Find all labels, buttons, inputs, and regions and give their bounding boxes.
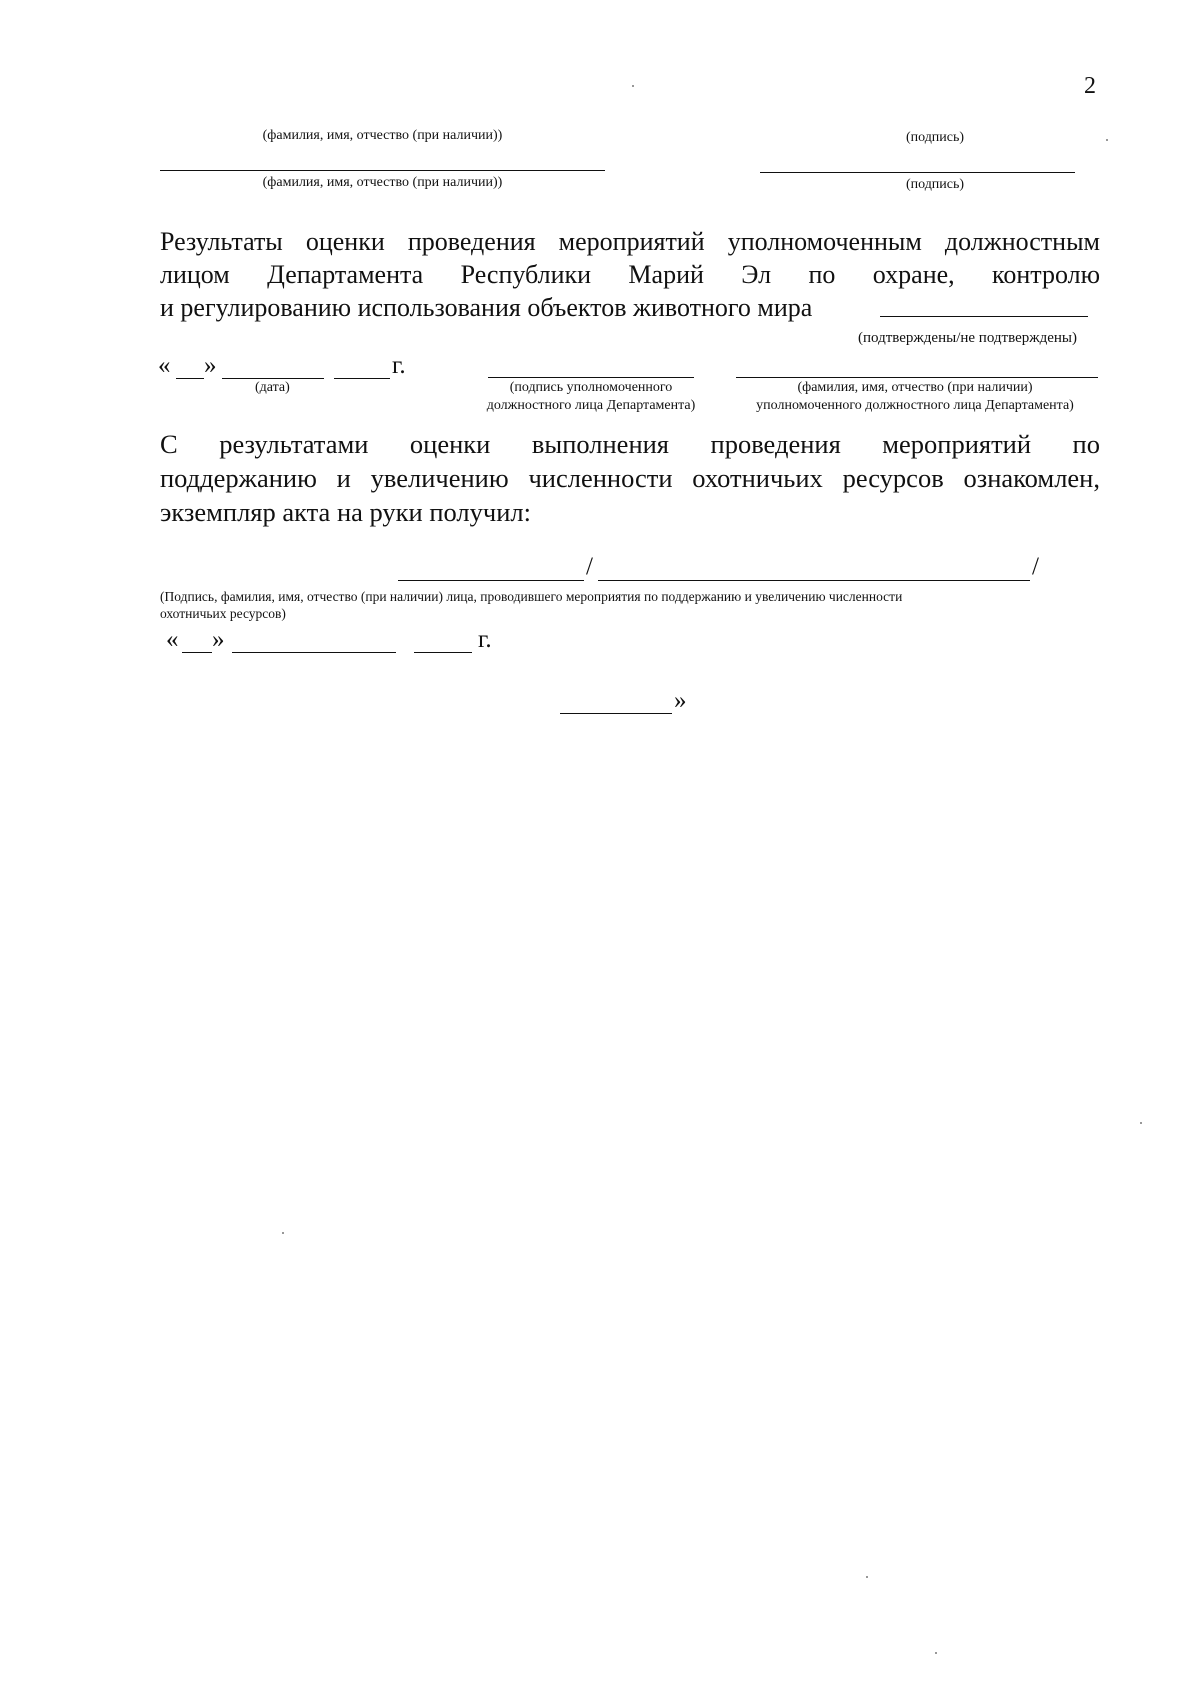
signer-signature-caption: (подпись)	[905, 177, 965, 192]
results-line-3: и регулированию использования объектов животного мира	[160, 293, 813, 322]
ack-name-line	[598, 580, 1030, 581]
ack-separator-2: /	[1032, 553, 1039, 580]
results-day-line	[176, 378, 204, 379]
results-line-2: лицом Департамента Республики Марий Эл по охране, контролю	[160, 260, 1100, 289]
official-signature-line	[488, 377, 694, 378]
official-name-caption-2: уполномоченного должностного лица Департамента)	[756, 398, 1074, 413]
results-date-close-quote: »	[204, 352, 217, 379]
results-year-suffix: г.	[392, 352, 406, 379]
ack-date-close-quote: »	[212, 626, 225, 653]
signer-name-line	[160, 170, 605, 171]
ack-date-open-quote: «	[166, 626, 179, 653]
scan-speck	[866, 1576, 868, 1578]
ack-caption-2: охотничьих ресурсов)	[160, 606, 286, 621]
signer-signature-line	[760, 172, 1075, 173]
acknowledgement-line-3: экземпляр акта на руки получил:	[160, 497, 531, 527]
results-date-caption: (дата)	[255, 380, 290, 395]
scan-speck	[935, 1652, 937, 1654]
results-year-line	[334, 378, 390, 379]
results-paragraph	[160, 225, 1100, 324]
results-status-line	[880, 316, 1088, 317]
closing-quote: »	[674, 687, 687, 714]
ack-day-line	[182, 652, 212, 653]
ack-separator-1: /	[586, 553, 593, 580]
official-name-line	[736, 377, 1098, 378]
official-name-caption-1: (фамилия, имя, отчество (при наличии)	[797, 380, 1033, 395]
scan-speck	[1140, 1122, 1142, 1124]
official-signature-caption-1: (подпись уполномоченного	[509, 380, 673, 395]
acknowledgement-line-1: С результатами оценки выполнения проведения мероприятий по	[160, 429, 1100, 459]
signer-name-caption: (фамилия, имя, отчество (при наличии))	[262, 175, 503, 190]
ack-year-line	[414, 652, 472, 653]
ack-year-suffix: г.	[478, 626, 492, 653]
signer-name-caption: (фамилия, имя, отчество (при наличии))	[262, 128, 503, 143]
acknowledgement-paragraph	[160, 427, 1100, 529]
results-line-1: Результаты оценки проведения мероприятий уполномоченным должностным	[160, 227, 1100, 256]
ack-caption-1: (Подпись, фамилия, имя, отчество (при наличии) лица, проводившего мероприятия по поддержанию и увеличению численности	[160, 589, 903, 604]
official-signature-caption-2: должностного лица Департамента)	[486, 398, 696, 413]
results-month-line	[222, 378, 324, 379]
signer-signature-caption: (подпись)	[905, 130, 965, 145]
scan-speck	[282, 1232, 284, 1234]
page-number: 2	[1084, 73, 1096, 99]
ack-month-line	[232, 652, 396, 653]
results-date-open-quote: «	[158, 352, 171, 379]
results-status-caption: (подтверждены/не подтверждены)	[858, 330, 1077, 346]
scan-speck	[1106, 139, 1108, 141]
acknowledgement-line-2: поддержанию и увеличению численности охотничьих ресурсов ознакомлен,	[160, 463, 1100, 493]
ack-signature-line	[398, 580, 584, 581]
closing-line	[560, 713, 672, 714]
scan-speck	[632, 85, 634, 87]
